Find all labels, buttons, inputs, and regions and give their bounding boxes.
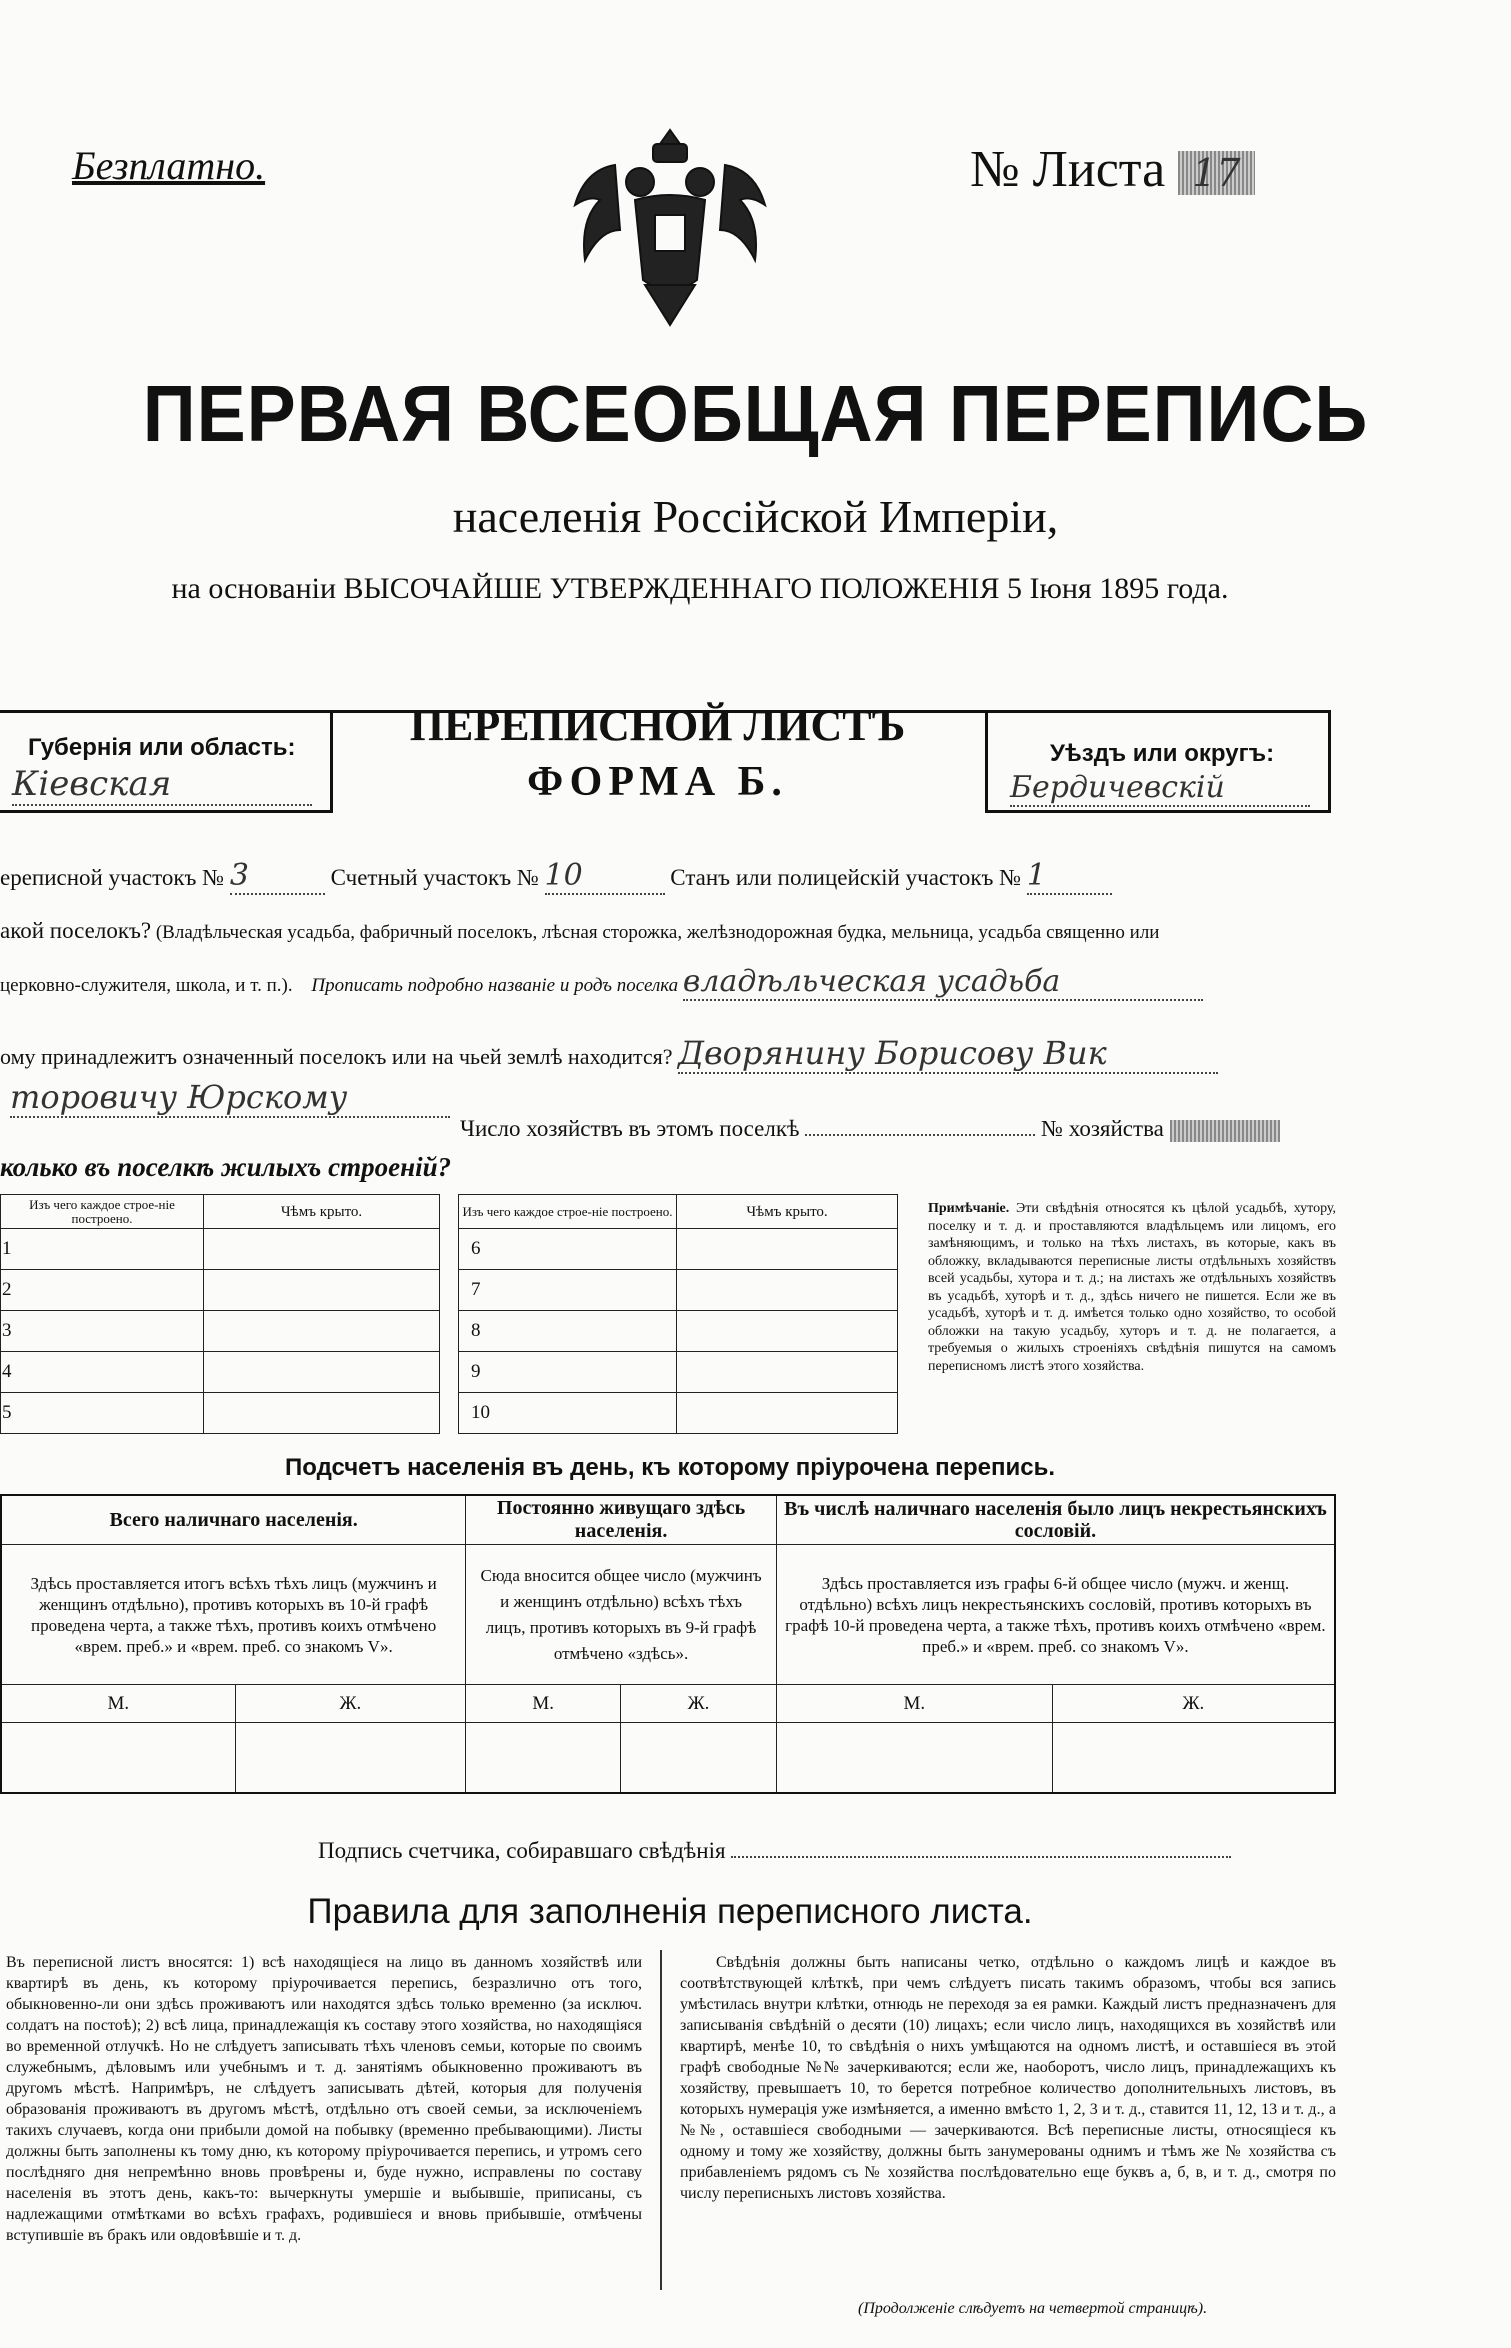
rules-right: Свѣдѣнія должны быть написаны четко, отдѣльно о каждомъ лицѣ и каждое въ соотвѣтствующей клѣткѣ, при чемъ слѣдуетъ писать такимъ образомъ, чтобы вся запись умѣстилась внутри клѣтки, отнюдь не переходя за ея рамки. Каждый листъ предназначенъ для записыванія свѣдѣній о десяти (10) лицахъ; если число лицъ, находящихся въ хозяйствѣ или квартирѣ, менѣе 10, то свѣдѣнія о нихъ умѣщаются на одномъ листѣ, и оставшіеся въ этой графѣ свободные №№ зачеркиваются; если же, наоборотъ, число лицъ, принадлежащихъ къ хозяйству, превышаетъ 10, то берется потребное количество дополнительныхъ листовъ, въ которыхъ нумерація уже измѣняется, а именно вмѣсто 1, 2, 3 и т. д., ставится 11, 12, 13 и т. д., а №№, оставшіеся свободными — зачеркиваются. Всѣ переписные листы, относящіеся къ одному и тому же хозяйству, должны быть занумерованы однимъ и тѣмъ же № хозяйства съ прибавленіемъ рядомъ съ № хозяйства послѣдовательно еще буквъ а, б, в, и т. д., смотря по числу переписныхъ листовъ хозяйства. bbox=[680, 1954, 1336, 2202]
col3-m-value bbox=[776, 1723, 1052, 1793]
uezd-value: Бердичевскій bbox=[1010, 770, 1310, 807]
signature-line bbox=[731, 1836, 1231, 1858]
col3-zh-value bbox=[1052, 1723, 1335, 1793]
row-number: 7 bbox=[459, 1270, 677, 1311]
sheet-title: ПЕРЕПИСНОЙ ЛИСТЪ bbox=[409, 701, 906, 750]
rules-left: Въ переписной листъ вносятся: 1) всѣ находящіеся на лицо въ данномъ хозяйствѣ или квартирѣ въ день, къ которому пріурочивается перепись, безразлично отъ того, обыкновенно-ли они здѣсь проживаютъ или находятся здѣсь только временно (за исключ. солдатъ на постоѣ); 2) всѣ лица, принадлежащія къ составу этого хозяйства, но находящіяся во временной отлучкѣ. Но не слѣдуетъ записывать тѣхъ членовъ семьи, которые по своимъ служебнымъ, дѣловымъ или учебнымъ и т. д. занятіямъ обыкновенно проживаютъ въ другомъ мѣстѣ. Напримѣръ, не слѣдуетъ записывать дѣтей, которыя для полученія образованія проживаютъ въ другомъ мѣстѣ, отдѣльно отъ своей семьи, за исключеніемъ такихъ случаевъ, когда они прибыли домой на побывку (временно пребывающими). Листы должны быть заполнены къ тому дню, къ которому пріурочивается перепись, и утромъ сего послѣдняго дня непремѣнно вновь провѣрены и, буде нужно, исправлены по составу населенія въ этотъ день, какъ-то: вычеркнуты умершіе и выбывшіе, приписаны, съ надлежащими отмѣтками во всѣхъ графахъ, родившіеся и вновь прибывшіе, отмѣчены вступившіе въ бракъ или овдовѣвшіе и т. д. bbox=[6, 1954, 642, 2244]
buildings-table-left bbox=[0, 1194, 440, 1434]
col-roof-head: Чѣмъ крыто. bbox=[204, 1195, 440, 1229]
poselok-row-2 bbox=[0, 964, 1203, 1001]
col1-text: Здѣсь проставляется итогъ всѣхъ тѣхъ лицъ (мужчинъ и женщинъ отдѣльно), противъ которыхъ въ 10-й графѣ проведена черта, а также тѣхъ, противъ коихъ отмѣчено «врем. преб.» и «врем. преб. со знакомъ V». bbox=[1, 1545, 466, 1685]
row-number: 9 bbox=[459, 1352, 677, 1393]
perepisnoy-value: 3 bbox=[230, 858, 325, 895]
owner-row bbox=[0, 1034, 1218, 1074]
household-no-label: № хозяйства bbox=[1041, 1116, 1164, 1141]
col1-zh: Ж. bbox=[235, 1685, 466, 1723]
precinct-row bbox=[0, 858, 1112, 895]
signature-label: Подпись счетчика, собиравшаго свѣдѣнія bbox=[318, 1838, 726, 1863]
households-row bbox=[460, 1114, 1280, 1142]
col3-m: М. bbox=[776, 1685, 1052, 1723]
row-number: 4 bbox=[1, 1352, 204, 1393]
signature-row bbox=[318, 1836, 1231, 1864]
households-label: Число хозяйствъ въ этомъ поселкѣ bbox=[460, 1116, 800, 1141]
row-number: 5 bbox=[1, 1393, 204, 1434]
poselok-hint1: (Владѣльческая усадьба, фабричный поселокъ, лѣсная сторожка, желѣзнодорожная будка, мельница, усадьба священно или bbox=[155, 922, 1160, 943]
buildings-left-rows bbox=[1, 1229, 440, 1434]
poselok-value: владѣльческая усадьба bbox=[683, 964, 1203, 1001]
col1-zh-value bbox=[235, 1723, 466, 1793]
col2-head: Постоянно живущаго здѣсь населенія. bbox=[466, 1495, 777, 1545]
rules-continued: (Продолженіе слѣдуетъ на четвертой страницѣ). bbox=[858, 2300, 1208, 2317]
buildings-table-right bbox=[458, 1194, 898, 1434]
col1-m: М. bbox=[1, 1685, 235, 1723]
sheet-number-label: № Листа bbox=[970, 141, 1166, 198]
households-value bbox=[805, 1114, 1035, 1136]
col3-zh: Ж. bbox=[1052, 1685, 1335, 1723]
row-number: 6 bbox=[459, 1229, 677, 1270]
stan-value: 1 bbox=[1027, 858, 1112, 895]
schetny-label: Счетный участокъ № bbox=[330, 865, 539, 890]
population-count-table bbox=[0, 1494, 1336, 1794]
household-no-value bbox=[1170, 1120, 1280, 1142]
col1-head: Всего наличнаго населенія. bbox=[1, 1495, 466, 1545]
census-basis: на основаніи ВЫСОЧАЙШЕ УТВЕРЖДЕННАГО ПОЛОЖЕНІЯ 5 Іюня 1895 года. bbox=[171, 572, 1229, 605]
row-number: 2 bbox=[1, 1270, 204, 1311]
double-headed-eagle-emblem bbox=[555, 120, 785, 340]
col-material-head: Изъ чего каждое строе-ніе построено. bbox=[459, 1195, 677, 1229]
census-title: ПЕРВАЯ ВСЕОБЩАЯ ПЕРЕПИСЬ bbox=[142, 369, 1369, 458]
poselok-hint2: церковно-служителя, школа, и т. п.). bbox=[0, 975, 293, 996]
col2-m-value bbox=[466, 1723, 621, 1793]
col3-head: Въ числѣ наличнаго населенія было лицъ некрестьянскихъ сословій. bbox=[776, 1495, 1335, 1545]
buildings-label: колько въ поселкѣ жилыхъ строеній? bbox=[0, 1152, 452, 1182]
col1-m-value bbox=[1, 1723, 235, 1793]
form-name: ФОРМА Б. bbox=[527, 759, 788, 805]
poselok-label: акой поселокъ? bbox=[0, 918, 152, 943]
count-title: Подсчетъ населенія въ день, къ которому пріурочена перепись. bbox=[285, 1454, 1055, 1481]
perepisnoy-label: ереписной участокъ № bbox=[0, 865, 225, 890]
census-subtitle: населенія Россійской Имперіи, bbox=[452, 491, 1059, 542]
schetny-value: 10 bbox=[545, 858, 665, 895]
poselok-row bbox=[0, 918, 1340, 944]
col-roof-head: Чѣмъ крыто. bbox=[677, 1195, 898, 1229]
note-block bbox=[928, 1200, 1336, 1375]
owner-value-2: торовичу Юрскому bbox=[10, 1078, 450, 1118]
gubernia-label: Губернія или область: bbox=[28, 734, 296, 761]
col2-text: Сюда вносится общее число (мужчинъ и женщинъ отдѣльно) всѣхъ тѣхъ лицъ, противъ которыхъ въ 9-й графѣ отмѣчено «здѣсь». bbox=[466, 1545, 777, 1685]
owner-label: ому принадлежитъ означенный поселокъ или на чьей землѣ находится? bbox=[0, 1044, 673, 1069]
col2-m: М. bbox=[466, 1685, 621, 1723]
col3-text: Здѣсь проставляется изъ графы 6-й общее число (мужч. и женщ. отдѣльно) всѣхъ лицъ некрестьянскихъ сословій, противъ которыхъ въ графѣ 10-й проведена черта, а также тѣхъ, противъ коихъ отмѣчено «врем. преб.» и «врем. преб. со знакомъ V». bbox=[776, 1545, 1335, 1685]
col2-zh: Ж. bbox=[621, 1685, 777, 1723]
row-number: 1 bbox=[1, 1229, 204, 1270]
note-text: Эти свѣдѣнія относятся къ цѣлой усадьбѣ, хутору, поселку и т. д. и проставляются владѣльцемъ или лицомъ, его замѣняющимъ, и только на тѣхъ листахъ, въ которые, какъ въ обложку, вкладываются переписные листы отдѣльныхъ хозяйствъ всей усадьбы, хутора и т. д.; на листахъ же отдѣльныхъ хозяйствъ въ усадьбѣ, хуторѣ и т. д., здѣсь ничего не пишется. Если же въ усадьбѣ, хуторѣ и т. д. имѣется только одно хозяйство, то особой обложки на такую усадьбу, хуторъ и т. д. не полагается, а требуемыя о жилыхъ строеніяхъ свѣдѣнія пишутся на самомъ переписномъ листѣ этого хозяйства. bbox=[928, 1201, 1337, 1374]
sheet-number bbox=[970, 140, 1255, 199]
col2-zh-value bbox=[621, 1723, 777, 1793]
free-label: Безплатно. bbox=[72, 143, 266, 188]
sheet-number-value: 17 bbox=[1178, 151, 1254, 195]
row-number: 8 bbox=[459, 1311, 677, 1352]
owner-value-1: Дворянину Борисову Вик bbox=[678, 1034, 1218, 1074]
col-material-head: Изъ чего каждое строе-ніе построено. bbox=[1, 1195, 204, 1229]
uezd-label: Уѣздъ или округъ: bbox=[1050, 740, 1275, 767]
rules-title: Правила для заполненія переписного листа. bbox=[307, 1892, 1033, 1931]
note-head: Примѣчаніе. bbox=[928, 1201, 1010, 1216]
poselok-instr: Прописать подробно названіе и родъ поселка bbox=[311, 975, 679, 996]
row-number: 3 bbox=[1, 1311, 204, 1352]
row-number: 10 bbox=[459, 1393, 677, 1434]
stan-label: Станъ или полицейскій участокъ № bbox=[670, 865, 1022, 890]
gubernia-value: Кіевская bbox=[12, 764, 312, 806]
